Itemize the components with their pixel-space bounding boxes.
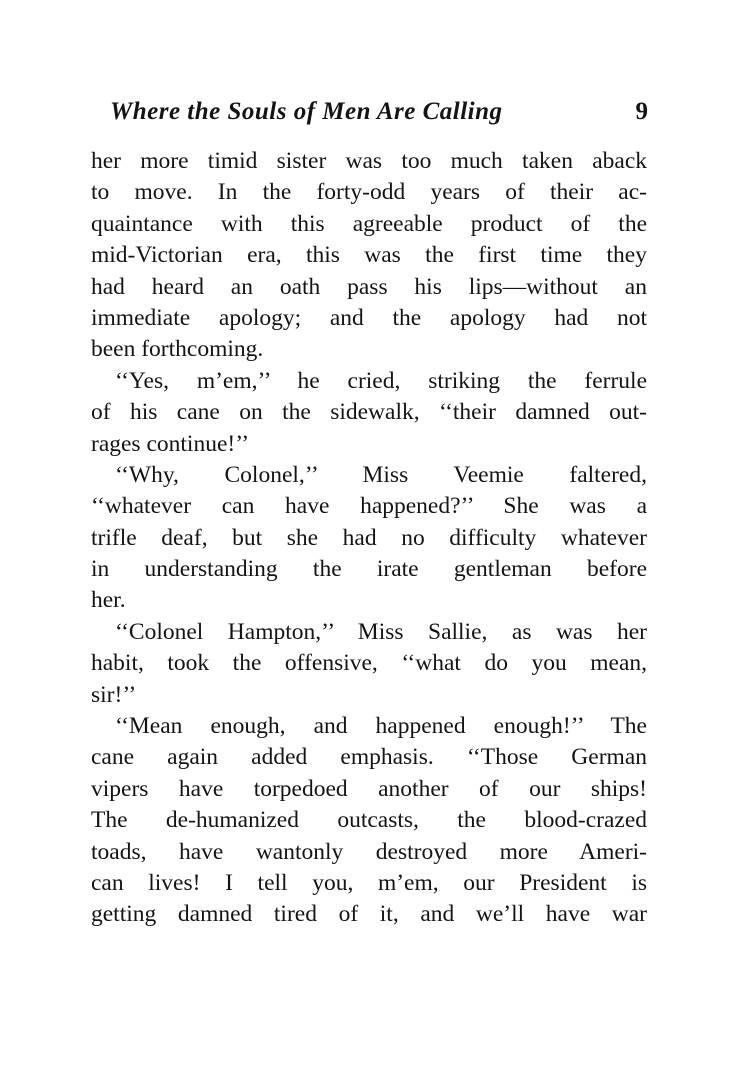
text-line: The de-humanized outcasts, the blood-crazed bbox=[91, 807, 647, 834]
text-line: her. bbox=[91, 587, 126, 614]
text-line: her more timid sister was too much taken aback bbox=[91, 148, 647, 174]
text-line: ‘‘Yes, m’em,’’ he cried, striking the ferrule bbox=[115, 367, 647, 394]
text-line: mid-Victorian era, this was the first time they bbox=[91, 242, 647, 269]
text-line: quaintance with this agreeable product of the bbox=[91, 210, 647, 237]
text-line: rages continue!’’ bbox=[91, 430, 250, 457]
text-line: ‘‘Mean enough, and happened enough!’’ The bbox=[115, 713, 647, 740]
text-line: habit, took the offensive, ‘‘what do you mean, bbox=[91, 650, 647, 677]
text-line: ‘‘Colonel Hampton,’’ Miss Sallie, as was her bbox=[115, 618, 647, 645]
text-line: been forthcoming. bbox=[91, 336, 264, 363]
text-line: sir!’’ bbox=[91, 681, 137, 708]
text-line: cane again added emphasis. ‘‘Those German bbox=[91, 744, 647, 771]
text-line: immediate apology; and the apology had not bbox=[91, 304, 647, 331]
text-line: to move. In the forty-odd years of their ac- bbox=[91, 179, 647, 206]
running-header bbox=[110, 98, 648, 134]
text-line: in understanding the irate gentleman before bbox=[91, 556, 647, 583]
text-line: vipers have torpedoed another of our ships! bbox=[91, 775, 647, 802]
body-text bbox=[91, 146, 647, 931]
text-line: of his cane on the sidewalk, ‘‘their damned out- bbox=[91, 399, 647, 426]
text-line: toads, have wantonly destroyed more Ameri- bbox=[91, 838, 647, 865]
text-line: ‘‘whatever can have happened?’’ She was a bbox=[91, 493, 647, 520]
text-line: can lives! I tell you, m’em, our President is bbox=[91, 869, 647, 896]
text-line: had heard an oath pass his lips—without an bbox=[91, 273, 647, 300]
text-line: getting damned tired of it, and we’ll have war bbox=[91, 901, 647, 928]
text-line: trifle deaf, but she had no difficulty whatever bbox=[91, 524, 647, 551]
running-title: Where the Souls of Men Are Calling bbox=[110, 98, 503, 125]
text-line: ‘‘Why, Colonel,’’ Miss Veemie faltered, bbox=[115, 461, 647, 488]
page-number: 9 bbox=[635, 98, 648, 125]
